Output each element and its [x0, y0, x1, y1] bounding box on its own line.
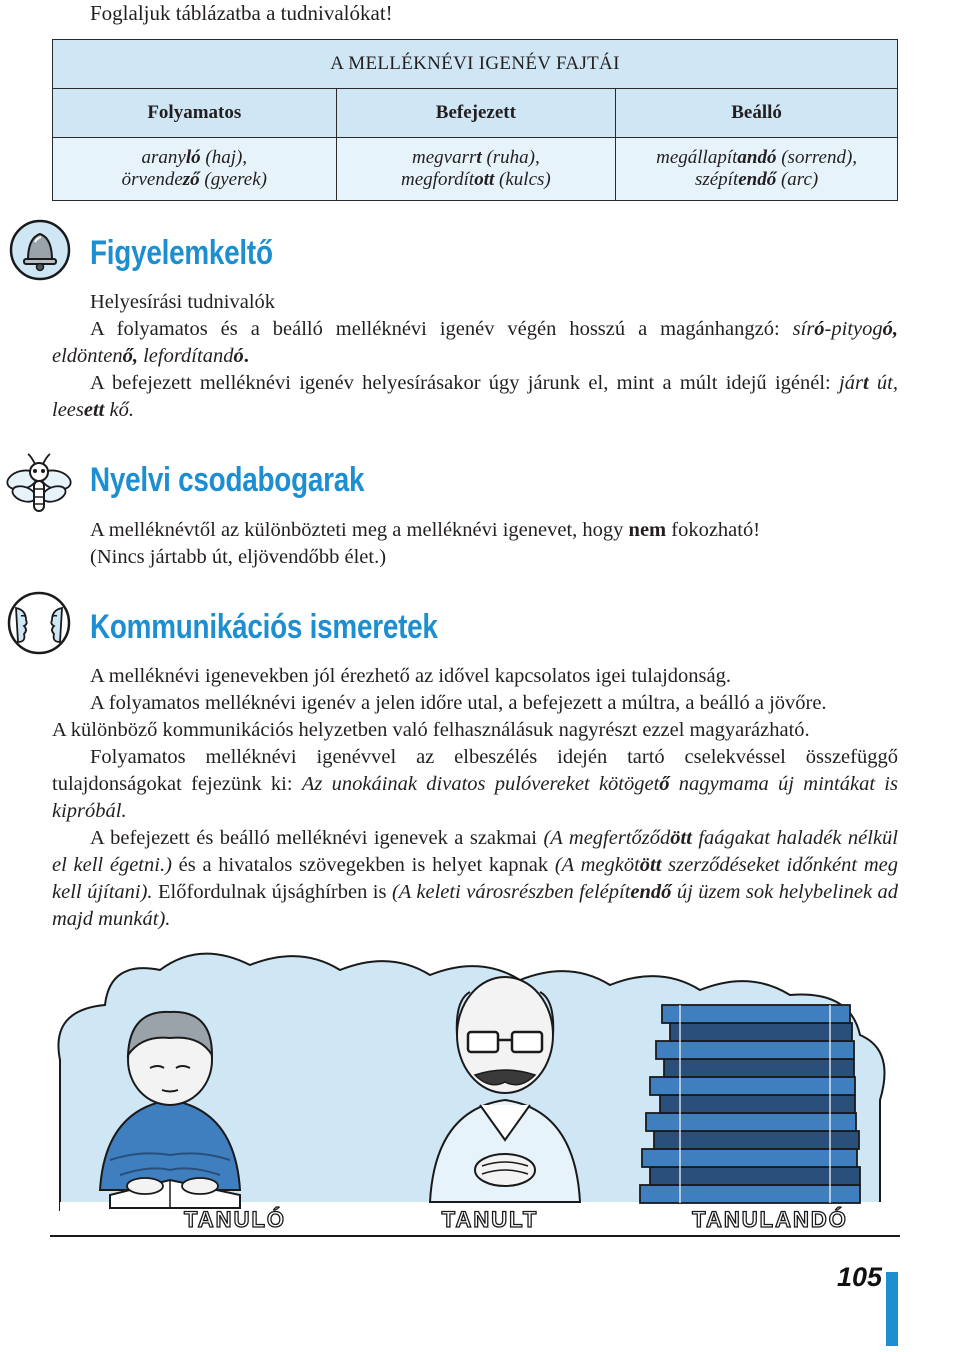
csodabogarak-body: [52, 517, 898, 571]
tanulo-tanult-tanulando-illustration: [50, 940, 900, 1240]
figyelemkelto-title: Figyelemkeltő: [90, 234, 273, 272]
igenev-fajtai-table: [52, 39, 898, 201]
csodabogarak-title: Nyelvi csodabogarak: [90, 461, 365, 499]
kommunikacios-paragraph-1: A melléknévi igenevekben jól érezhető az idővel kapcsolatos igei tulajdonság.: [90, 665, 731, 687]
label-tanulo: TANULÓ: [183, 1207, 287, 1232]
faces-icon: [6, 590, 76, 660]
label-tanult: TANULT: [441, 1207, 539, 1232]
figyelemkelto-body: [52, 289, 898, 424]
table-header-befejezett: Befejezett: [336, 89, 616, 138]
label-tanulando: TANULANDÓ: [692, 1207, 848, 1232]
figyelemkelto-paragraph-1: A folyamatos és a beálló melléknévi igenév végén hosszú a magánhangzó: síró-pityogó, eldöntenő, lefordítandó.: [52, 318, 898, 367]
figyelemkelto-subtitle: Helyesírási tudnivalók: [90, 291, 276, 313]
table-cell-beallo: megállapítandó (sorrend), szépítendő (arc): [616, 138, 898, 201]
figyelemkelto-paragraph-2: A befejezett melléknévi igenév helyesírásakor úgy járunk el, mint a múlt idejű igénél: járt út, leesett kő.: [52, 372, 898, 421]
page-accent-bar: [886, 1272, 898, 1346]
kommunikacios-body: [52, 663, 898, 933]
table-header-bealló: Beálló: [616, 89, 898, 138]
book-stack: [640, 1005, 860, 1203]
table-header-folyamatos: Folyamatos: [53, 89, 337, 138]
csodabogarak-paragraph-2: (Nincs jártabb út, eljövendőbb élet.): [90, 546, 387, 568]
table-caption: A MELLÉKNÉVI IGENÉV FAJTÁI: [53, 40, 898, 89]
kommunikacios-paragraph-5: A befejezett és beálló melléknévi igenevek a szakmai (A megfertőződött faágakat haladék nélkül el kell égetni.) és a hivatalos szövegekben is helyet kapnak (A megkötött szerződéseket időnként meg kell újítani). Előfordulnak újsághírben is (A keleti városrészben felépítendő új üzem sok helybelinek ad majd munkát).: [52, 827, 899, 930]
kommunikacios-paragraph-3: A különböző kommunikációs helyzetben való felhasználásuk nagyrészt ezzel magyarázható.: [52, 719, 810, 741]
kommunikacios-paragraph-2: A folyamatos melléknévi igenév a jelen időre utal, a befejezett a múltra, a beálló a jövőre.: [90, 692, 827, 714]
csodabogarak-paragraph-1: A melléknévtől az különbözteti meg a melléknévi igenevet, hogy nem fokozható!: [90, 519, 761, 541]
table-cell-befejezett: megvarrt (ruha), megfordított (kulcs): [336, 138, 616, 201]
intro-text: Foglaljuk táblázatba a tudnivalókat!: [90, 1, 393, 25]
table-cell-folyamatos: aranyló (haj), örvendező (gyerek): [53, 138, 337, 201]
kommunikacios-paragraph-4: Folyamatos melléknévi igenévvel az elbeszélés idején tartó cselekvéssel összefüggő tulajdonságokat fejezünk ki: Az unokáinak divatos pulóvereket kötögető nagymama új mintákat is kipróbál.: [52, 746, 898, 822]
page-number: 105: [836, 1262, 882, 1292]
bug-icon: [4, 452, 74, 522]
bell-icon: [8, 218, 78, 288]
kommunikacios-title: Kommunikációs ismeretek: [90, 608, 438, 646]
